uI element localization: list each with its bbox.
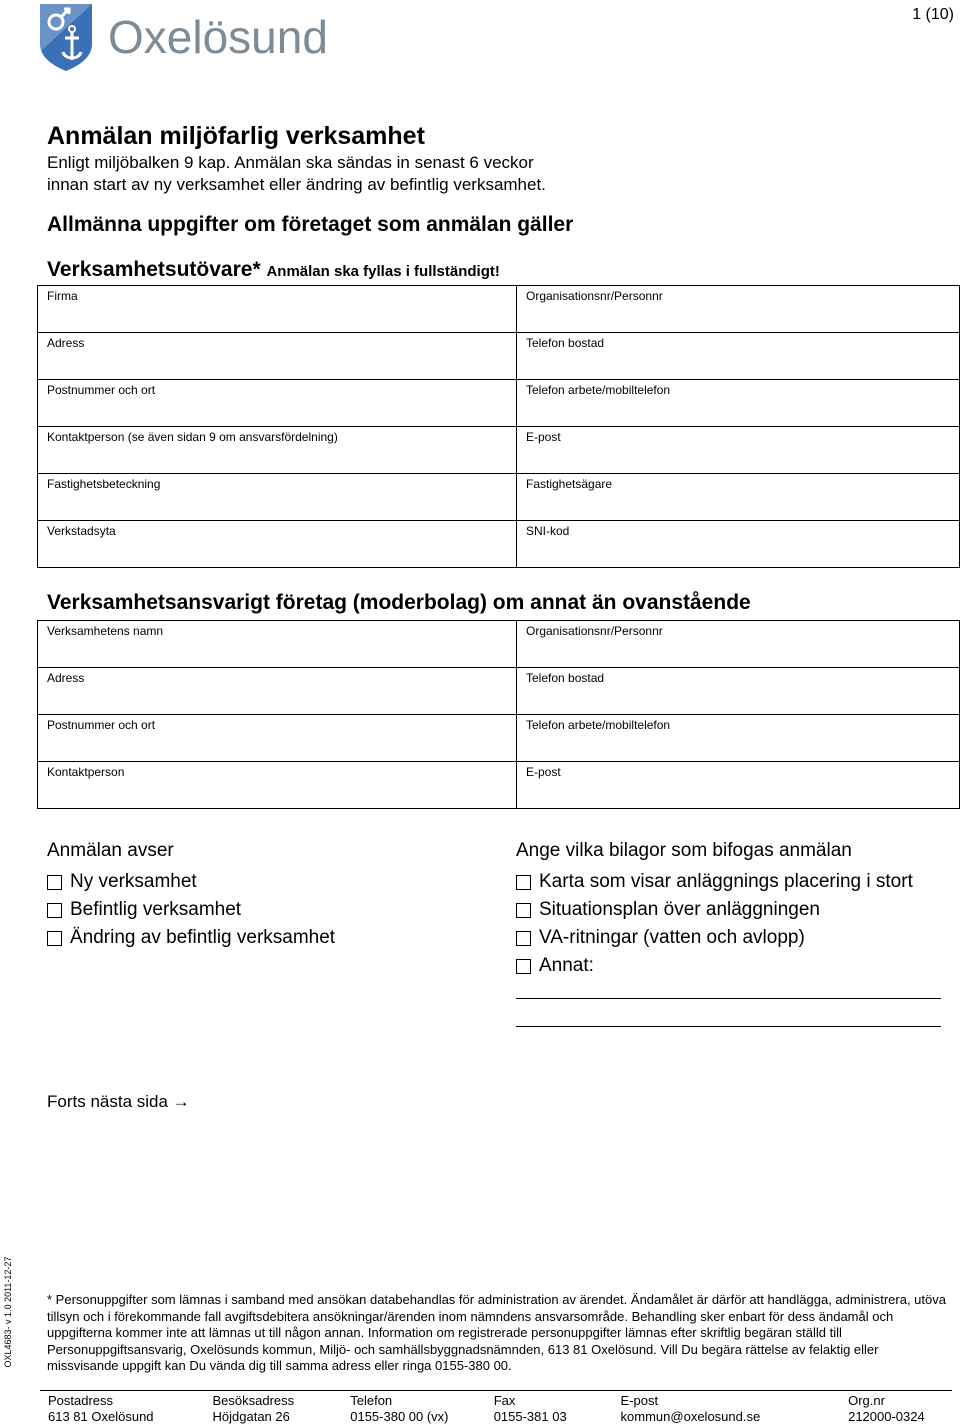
footer-label: Telefon [350, 1393, 393, 1408]
concerns-heading: Anmälan avser [47, 840, 174, 861]
parent-company-heading: Verksamhetsansvarigt företag (moderbolag) om annat än ovanstående [47, 591, 751, 614]
intro-text [47, 152, 747, 196]
operator-row [38, 521, 960, 568]
operator-field-label: Firma [47, 289, 78, 303]
operator-field[interactable] [38, 521, 517, 568]
operator-field-label: Adress [47, 336, 85, 350]
parent-field[interactable] [38, 621, 517, 668]
operator-field-label: Kontaktperson (se även sidan 9 om ansvarsfördelning) [47, 430, 338, 444]
attachment-option[interactable] [516, 896, 913, 924]
operator-field-label: Verkstadsyta [47, 524, 116, 538]
checkbox-icon[interactable] [516, 875, 531, 890]
operator-field[interactable] [517, 427, 960, 474]
operator-heading [47, 258, 500, 282]
coat-of-arms-icon [38, 2, 94, 72]
operator-field-label: E-post [526, 430, 561, 444]
parent-field[interactable] [517, 621, 960, 668]
concerns-option[interactable] [47, 896, 335, 924]
continue-next-page: Forts nästa sida → [47, 1092, 190, 1111]
parent-field[interactable] [38, 762, 517, 809]
parent-field[interactable] [517, 668, 960, 715]
footer-value: 613 81 Oxelösund [48, 1409, 154, 1424]
checkbox-icon[interactable] [516, 931, 531, 946]
checkbox-icon[interactable] [516, 959, 531, 974]
operator-heading-title: Verksamhetsutövare* [47, 258, 261, 281]
page-indicator: 1 (10) [912, 6, 954, 23]
footer-contact-table [44, 1393, 960, 1425]
parent-field[interactable] [517, 762, 960, 809]
operator-field[interactable] [38, 333, 517, 380]
parent-field[interactable] [38, 715, 517, 762]
operator-row [38, 333, 960, 380]
checkbox-icon[interactable] [47, 875, 62, 890]
attachment-option-label: Karta som visar anläggnings placering i stort [539, 871, 913, 892]
parent-company-form-table [37, 620, 960, 809]
operator-field-label: Organisationsnr/Personnr [526, 289, 663, 303]
intro-line-1: Enligt miljöbalken 9 kap. Anmälan ska sändas in senast 6 veckor [47, 153, 534, 172]
operator-field[interactable] [517, 380, 960, 427]
footer-label: Fax [493, 1393, 516, 1408]
operator-field[interactable] [38, 380, 517, 427]
checkbox-icon[interactable] [47, 931, 62, 946]
footer-label: E-post [620, 1393, 659, 1408]
parent-field-label: Telefon bostad [526, 671, 605, 685]
footer-divider [40, 1390, 952, 1391]
concerns-section [47, 840, 335, 952]
parent-row [38, 715, 960, 762]
operator-field-label: Fastighetsägare [526, 477, 613, 491]
checkbox-icon[interactable] [516, 903, 531, 918]
attachment-option-label: VA-ritningar (vatten och avlopp) [539, 927, 805, 948]
parent-field-label: E-post [526, 765, 561, 779]
attachments-heading: Ange vilka bilagor som bifogas anmälan [516, 840, 852, 861]
footer-label: Postadress [48, 1393, 114, 1408]
parent-field-label: Verksamhetens namn [47, 624, 164, 638]
concerns-option-label: Ändring av befintlig verksamhet [70, 927, 336, 948]
concerns-option[interactable] [47, 924, 335, 952]
footer-value: 0155-380 00 (vx) [350, 1409, 449, 1424]
privacy-footnote: * Personuppgifter som lämnas i samband med ansökan databehandlas för administration av ärendet. Ändamålet är därför att handlägga, administrera, utöva tillsyn och i förekommande fall avgiftsdebitera ansökningar/ärenden inom nämndens ansvarsområde. Behandling sker enbart för dess ändamål och uppgifterna kommer inte att lämnas ut till någon annan. Information om registrerade personuppgifter lämnas efter skriftlig begäran ställd till Personuppgiftsansvarig, Oxelösunds kommun, Miljö- och samhällsbyggnadsnämnden, 613 81 Oxelösund. Vill Du begära rättelse av felaktig eller missvisande uppgift kan Du vända dig till samma adress eller ringa 0155-380 00. [47, 1292, 946, 1373]
operator-field[interactable] [38, 286, 517, 333]
parent-field-label: Postnummer och ort [47, 718, 156, 732]
concerns-option[interactable] [47, 868, 335, 896]
attachment-option[interactable] [516, 952, 913, 980]
footer-value: Höjdgatan 26 [212, 1409, 290, 1424]
parent-row [38, 621, 960, 668]
parent-field[interactable] [517, 715, 960, 762]
parent-row [38, 762, 960, 809]
attachment-option-label: Annat: [539, 955, 594, 976]
brand-name: Oxelösund [108, 11, 328, 63]
parent-field-label: Telefon arbete/mobiltelefon [526, 718, 671, 732]
intro-line-2: innan start av ny verksamhet eller ändring av befintlig verksamhet. [47, 175, 546, 194]
operator-field-label: Postnummer och ort [47, 383, 156, 397]
footer-label: Org.nr [848, 1393, 885, 1408]
page-title: Anmälan miljöfarlig verksamhet [47, 122, 425, 150]
footer-value: 212000-0324 [848, 1409, 925, 1424]
concerns-option-label: Befintlig verksamhet [70, 899, 242, 920]
parent-row [38, 668, 960, 715]
operator-field-label: Fastighetsbeteckning [47, 477, 161, 491]
attachment-option[interactable] [516, 924, 913, 952]
footer-value: kommun@oxelosund.se [620, 1409, 761, 1424]
operator-field[interactable] [38, 474, 517, 521]
parent-field[interactable] [38, 668, 517, 715]
operator-field[interactable] [38, 427, 517, 474]
parent-field-label: Organisationsnr/Personnr [526, 624, 663, 638]
operator-row [38, 380, 960, 427]
attachment-option-label: Situationsplan över anläggningen [539, 899, 820, 920]
parent-field-label: Kontaktperson [47, 765, 125, 779]
operator-field[interactable] [517, 521, 960, 568]
other-attachment-line-1[interactable] [516, 998, 941, 999]
operator-field[interactable] [517, 474, 960, 521]
section-general-heading: Allmänna uppgifter om företaget som anmälan gäller [47, 213, 574, 236]
concerns-option-label: Ny verksamhet [70, 871, 197, 892]
municipality-logo [38, 2, 358, 74]
footer-value: 0155-381 03 [493, 1409, 567, 1424]
attachments-section [516, 840, 913, 980]
operator-row [38, 427, 960, 474]
attachment-option[interactable] [516, 868, 913, 896]
parent-field-label: Adress [47, 671, 85, 685]
operator-row [38, 286, 960, 333]
footer-label: Besöksadress [212, 1393, 295, 1408]
operator-row [38, 474, 960, 521]
form-version-code: OXL4683- v 1.0 2011-12-27 [3, 1256, 13, 1368]
operator-form-table [37, 285, 960, 568]
operator-heading-note: Anmälan ska fyllas i fullständigt! [266, 263, 500, 280]
operator-field[interactable] [517, 286, 960, 333]
operator-field[interactable] [517, 333, 960, 380]
operator-field-label: Telefon arbete/mobiltelefon [526, 383, 671, 397]
operator-field-label: Telefon bostad [526, 336, 605, 350]
operator-field-label: SNI-kod [526, 524, 570, 538]
other-attachment-line-2[interactable] [516, 1026, 941, 1027]
checkbox-icon[interactable] [47, 903, 62, 918]
